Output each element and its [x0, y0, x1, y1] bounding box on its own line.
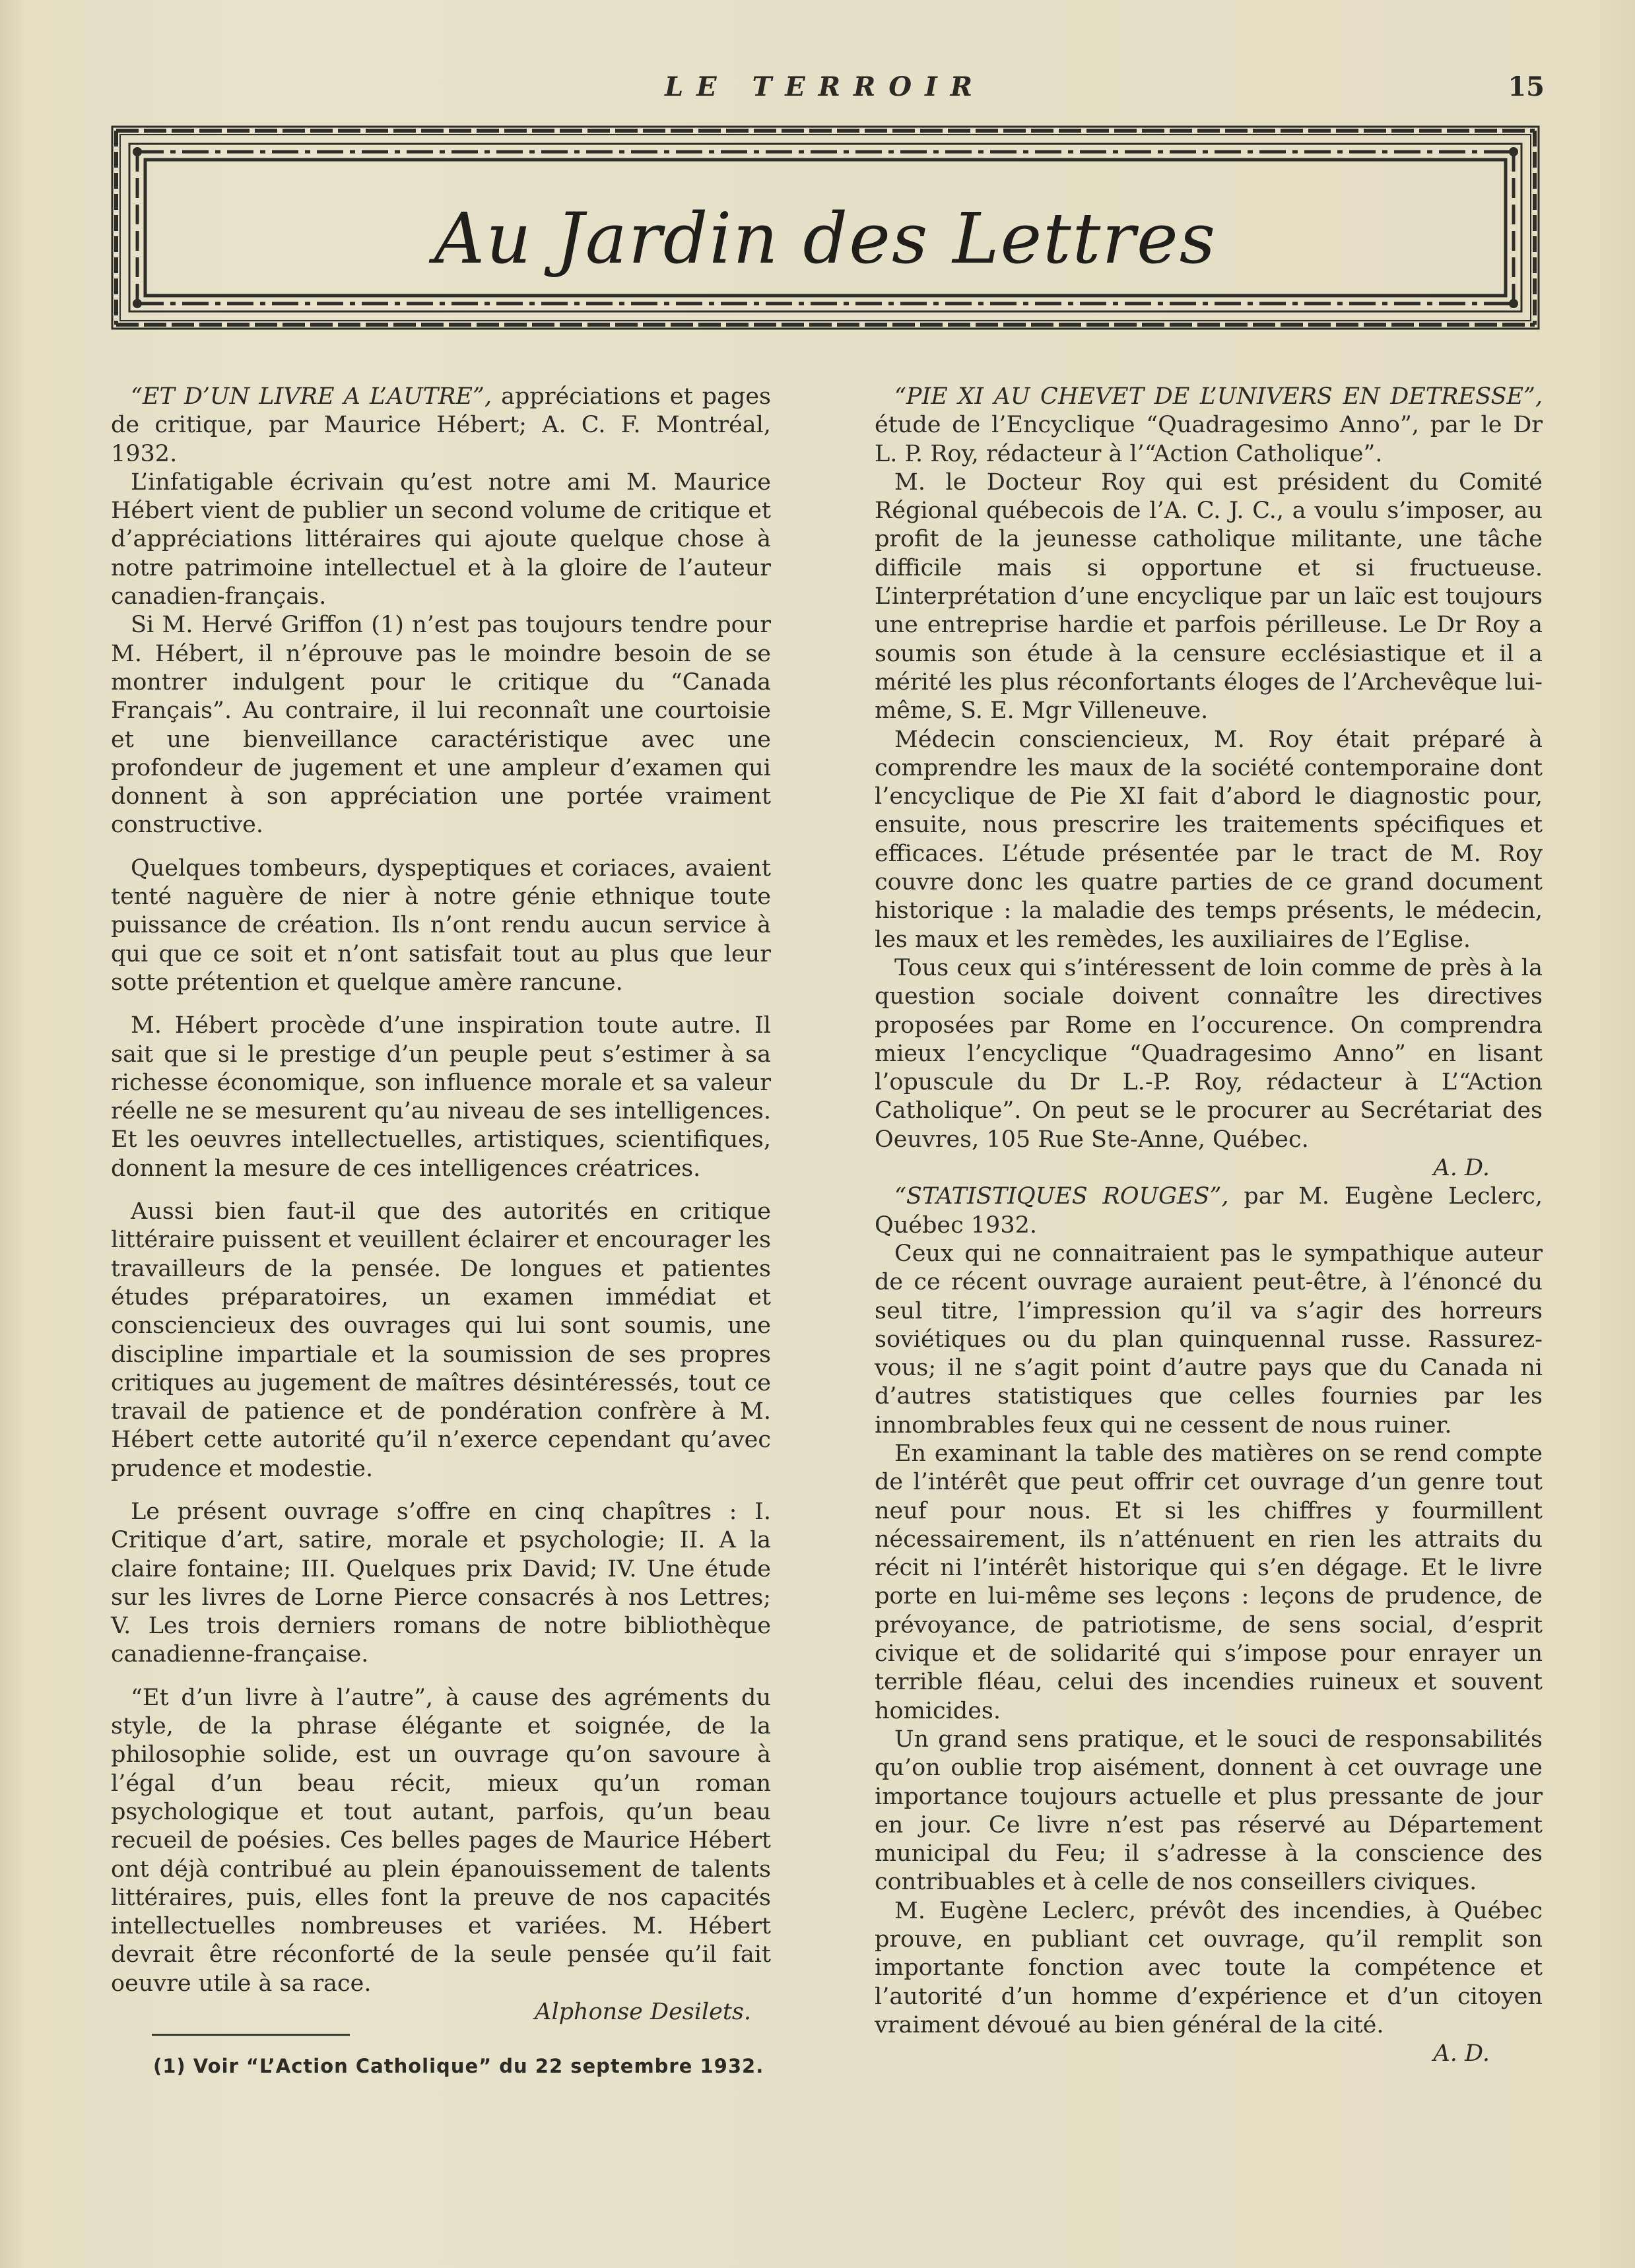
book-title: “STATISTIQUES ROUGES”, — [894, 1183, 1229, 1210]
book-title: “PIE XI AU CHEVET DE L’UNIVERS EN DETRESSE”, — [894, 383, 1543, 410]
book-details: par M. Eugène Leclerc, Québec 1932. — [875, 1183, 1543, 1239]
book-details: appréciations et pages de critique, par Maurice Hébert; A. C. F. Montréal, 1932. — [111, 383, 771, 467]
paragraph: M. Eugène Leclerc, prévôt des incendies, à Québec prouve, en publiant cet ouvrage, qu’il remplit son importante fonction avec toute la compétence et l’autorité d’un homme d’expérience et d’un citoyen vraiment dévoué au bien général de la cité. — [875, 1897, 1543, 2038]
paragraph: Ceux qui ne connaitraient pas le sympathique auteur de ce récent ouvrage auraient peut-être, à l’énoncé du seul titre, l’impression qu’il va s’agir des horreurs soviétiques ou du plan quinquennal russe. Rassurez-vous; il ne s’agit point d’autre pays que du Canada ni d’autres statistiques que celles fournies par les innombrables feux qui ne cessent de nous ruiner. — [875, 1240, 1543, 1439]
paragraph: M. le Docteur Roy qui est président du Comité Régional québecois de l’A. C. J. C., a voulu s’imposer, au profit de la jeunesse catholique militante, une tâche difficile mais si opportune et si fructueuse. L’interprétation d’une encyclique par un laïc est toujours une entreprise hardie et parfois périlleuse. Le Dr Roy a soumis son étude à la censure ecclésiastique et il a mérité les plus réconfortants éloges de l’Archevêque lui-même, S. E. Mgr Villeneuve. — [875, 469, 1543, 725]
right-column — [875, 383, 1543, 2069]
paragraph: Un grand sens pratique, et le souci de responsabilités qu’on oublie trop aisément, donnent à cet ouvrage une importance toujours actuelle et plus pressante de jour en jour. Ce livre n’est pas réservé au Département municipal du Feu; il s’adresse à la conscience des contribuables et à celle de nos conseillers civiques. — [875, 1726, 1543, 1896]
section-banner — [111, 125, 1540, 330]
paragraph: “Et d’un livre à l’autre”, à cause des agréments du style, de la phrase élégante et soignée, de la philosophie solide, est un ouvrage qu’on savoure à l’égal d’un beau récit, mieux qu’un roman psychologique et tout autant, parfois, qu’un beau recueil de poésies. Ces belles pages de Maurice Hébert ont déjà contribué au plein épanouissement de talents littéraires, puis, elles font la preuve de nos capacités intellectuelles nombreuses et variées. M. Hébert devrait être réconforté de la seule pensée qu’il fait oeuvre utile à sa race. — [111, 1684, 771, 1997]
left-column — [111, 383, 771, 2026]
review-heading — [111, 383, 771, 469]
book-details: étude de l’Encyclique “Quadragesimo Anno”, par le Dr L. P. Roy, rédacteur à l’“Action Catholique”. — [875, 412, 1543, 467]
paragraph: L’infatigable écrivain qu’est notre ami M. Maurice Hébert vient de publier un second volume de critique et d’appréciations littéraires qui ajoute quelque chose à notre patrimoine intellectuel et à la gloire de l’auteur canadien-français. — [111, 469, 771, 610]
paragraph: En examinant la table des matières on se rend compte de l’intérêt que peut offrir cet ouvrage d’un genre tout neuf pour nous. Et si les chiffres y fourmillent nécessairement, ils n’atténuent en rien les attraits du récit ni l’intérêt historique qui s’en dégage. Et le livre porte en lui-même ses leçons : leçons de prudence, de prévoyance, de patriotisme, de sens social, d’esprit civique et de solidarité qui s’impose pour enrayer un terrible fléau, celui des incendies ruineux et souvent homicides. — [875, 1440, 1543, 1724]
footnote-rule — [152, 2034, 350, 2036]
running-title: LE TERROIR — [664, 71, 986, 102]
paragraph: Médecin consciencieux, M. Roy était préparé à comprendre les maux de la société contemporaine dont l’encyclique de Pie XI fait d’abord le diagnostic pour, ensuite, nous prescrire les traitements spécifiques et efficaces. L’étude présentée par le tract de M. Roy couvre donc les quatre parties de ce grand document historique : la maladie des temps présents, le médecin, les maux et les remèdes, les auxiliaires de l’Eglise. — [875, 726, 1543, 953]
author-signature: A. D. — [1433, 2040, 1490, 2067]
page-number: 15 — [1508, 71, 1545, 102]
review-heading — [875, 383, 1543, 469]
paragraph: Quelques tombeurs, dyspeptiques et coriaces, avaient tenté naguère de nier à notre génie ethnique toute puissance de création. Ils n’ont rendu aucun service à qui que ce soit et n’ont satisfait tout au plus que leur sotte prétention et quelque amère rancune. — [111, 855, 771, 996]
paragraph: Aussi bien faut-il que des autorités en critique littéraire puissent et veuillent éclairer et encourager les travailleurs de la pensée. De longues et patientes études préparatoires, un examen immédiat et consciencieux des ouvrages qui lui sont soumis, une discipline impartiale et la soumission de ses propres critiques au jugement de maîtres désintéressés, tout ce travail de patience et de pondération confrère à M. Hébert cette autorité qu’il n’exerce cependant qu’avec prudence et modestie. — [111, 1198, 771, 1482]
paragraph: M. Hébert procède d’une inspiration toute autre. Il sait que si le prestige d’un peuple peut s’estimer à sa richesse économique, son influence morale et sa valeur réelle ne se mesurent qu’au niveau de ses intelligences. Et les oeuvres intellectuelles, artistiques, scientifiques, donnent la mesure de ces intelligences créatrices. — [111, 1012, 771, 1182]
paragraph: Le présent ouvrage s’offre en cinq chapîtres : I. Critique d’art, satire, morale et psychologie; II. A la claire fontaine; III. Quelques prix David; IV. Une étude sur les livres de Lorne Pierce consacrés à nos Lettres; V. Les trois derniers romans de notre bibliothèque canadienne-française. — [111, 1498, 771, 1668]
author-signature: Alphonse Desilets. — [535, 1999, 751, 2026]
book-title: “ET D’UN LIVRE A L’AUTRE”, — [131, 383, 492, 410]
banner-title: Au Jardin des Lettres — [434, 198, 1217, 279]
author-signature: A. D. — [1433, 1155, 1490, 1182]
paragraph: Tous ceux qui s’intéressent de loin comme de près à la question sociale doivent connaître les directives proposées par Rome en l’occurence. On comprendra mieux l’encyclique “Quadragesimo Anno” en lisant l’opuscule du Dr L.-P. Roy, rédacteur à L’“Action Catholique”. On peut se le procurer au Secrétariat des Oeuvres, 105 Rue Ste-Anne, Québec. — [875, 954, 1543, 1153]
review-heading — [875, 1183, 1543, 1240]
footnote: (1) Voir “L’Action Catholique” du 22 septembre 1932. — [153, 2055, 764, 2077]
paragraph: Si M. Hervé Griffon (1) n’est pas toujours tendre pour M. Hébert, il n’éprouve pas le moindre besoin de se montrer indulgent pour le critique du “Canada Français”. Au contraire, il lui reconnaît une courtoisie et une bienveillance caractéristique avec une profondeur de jugement et une ampleur d’examen qui donnent à son appréciation une portée vraiment constructive. — [111, 612, 771, 839]
